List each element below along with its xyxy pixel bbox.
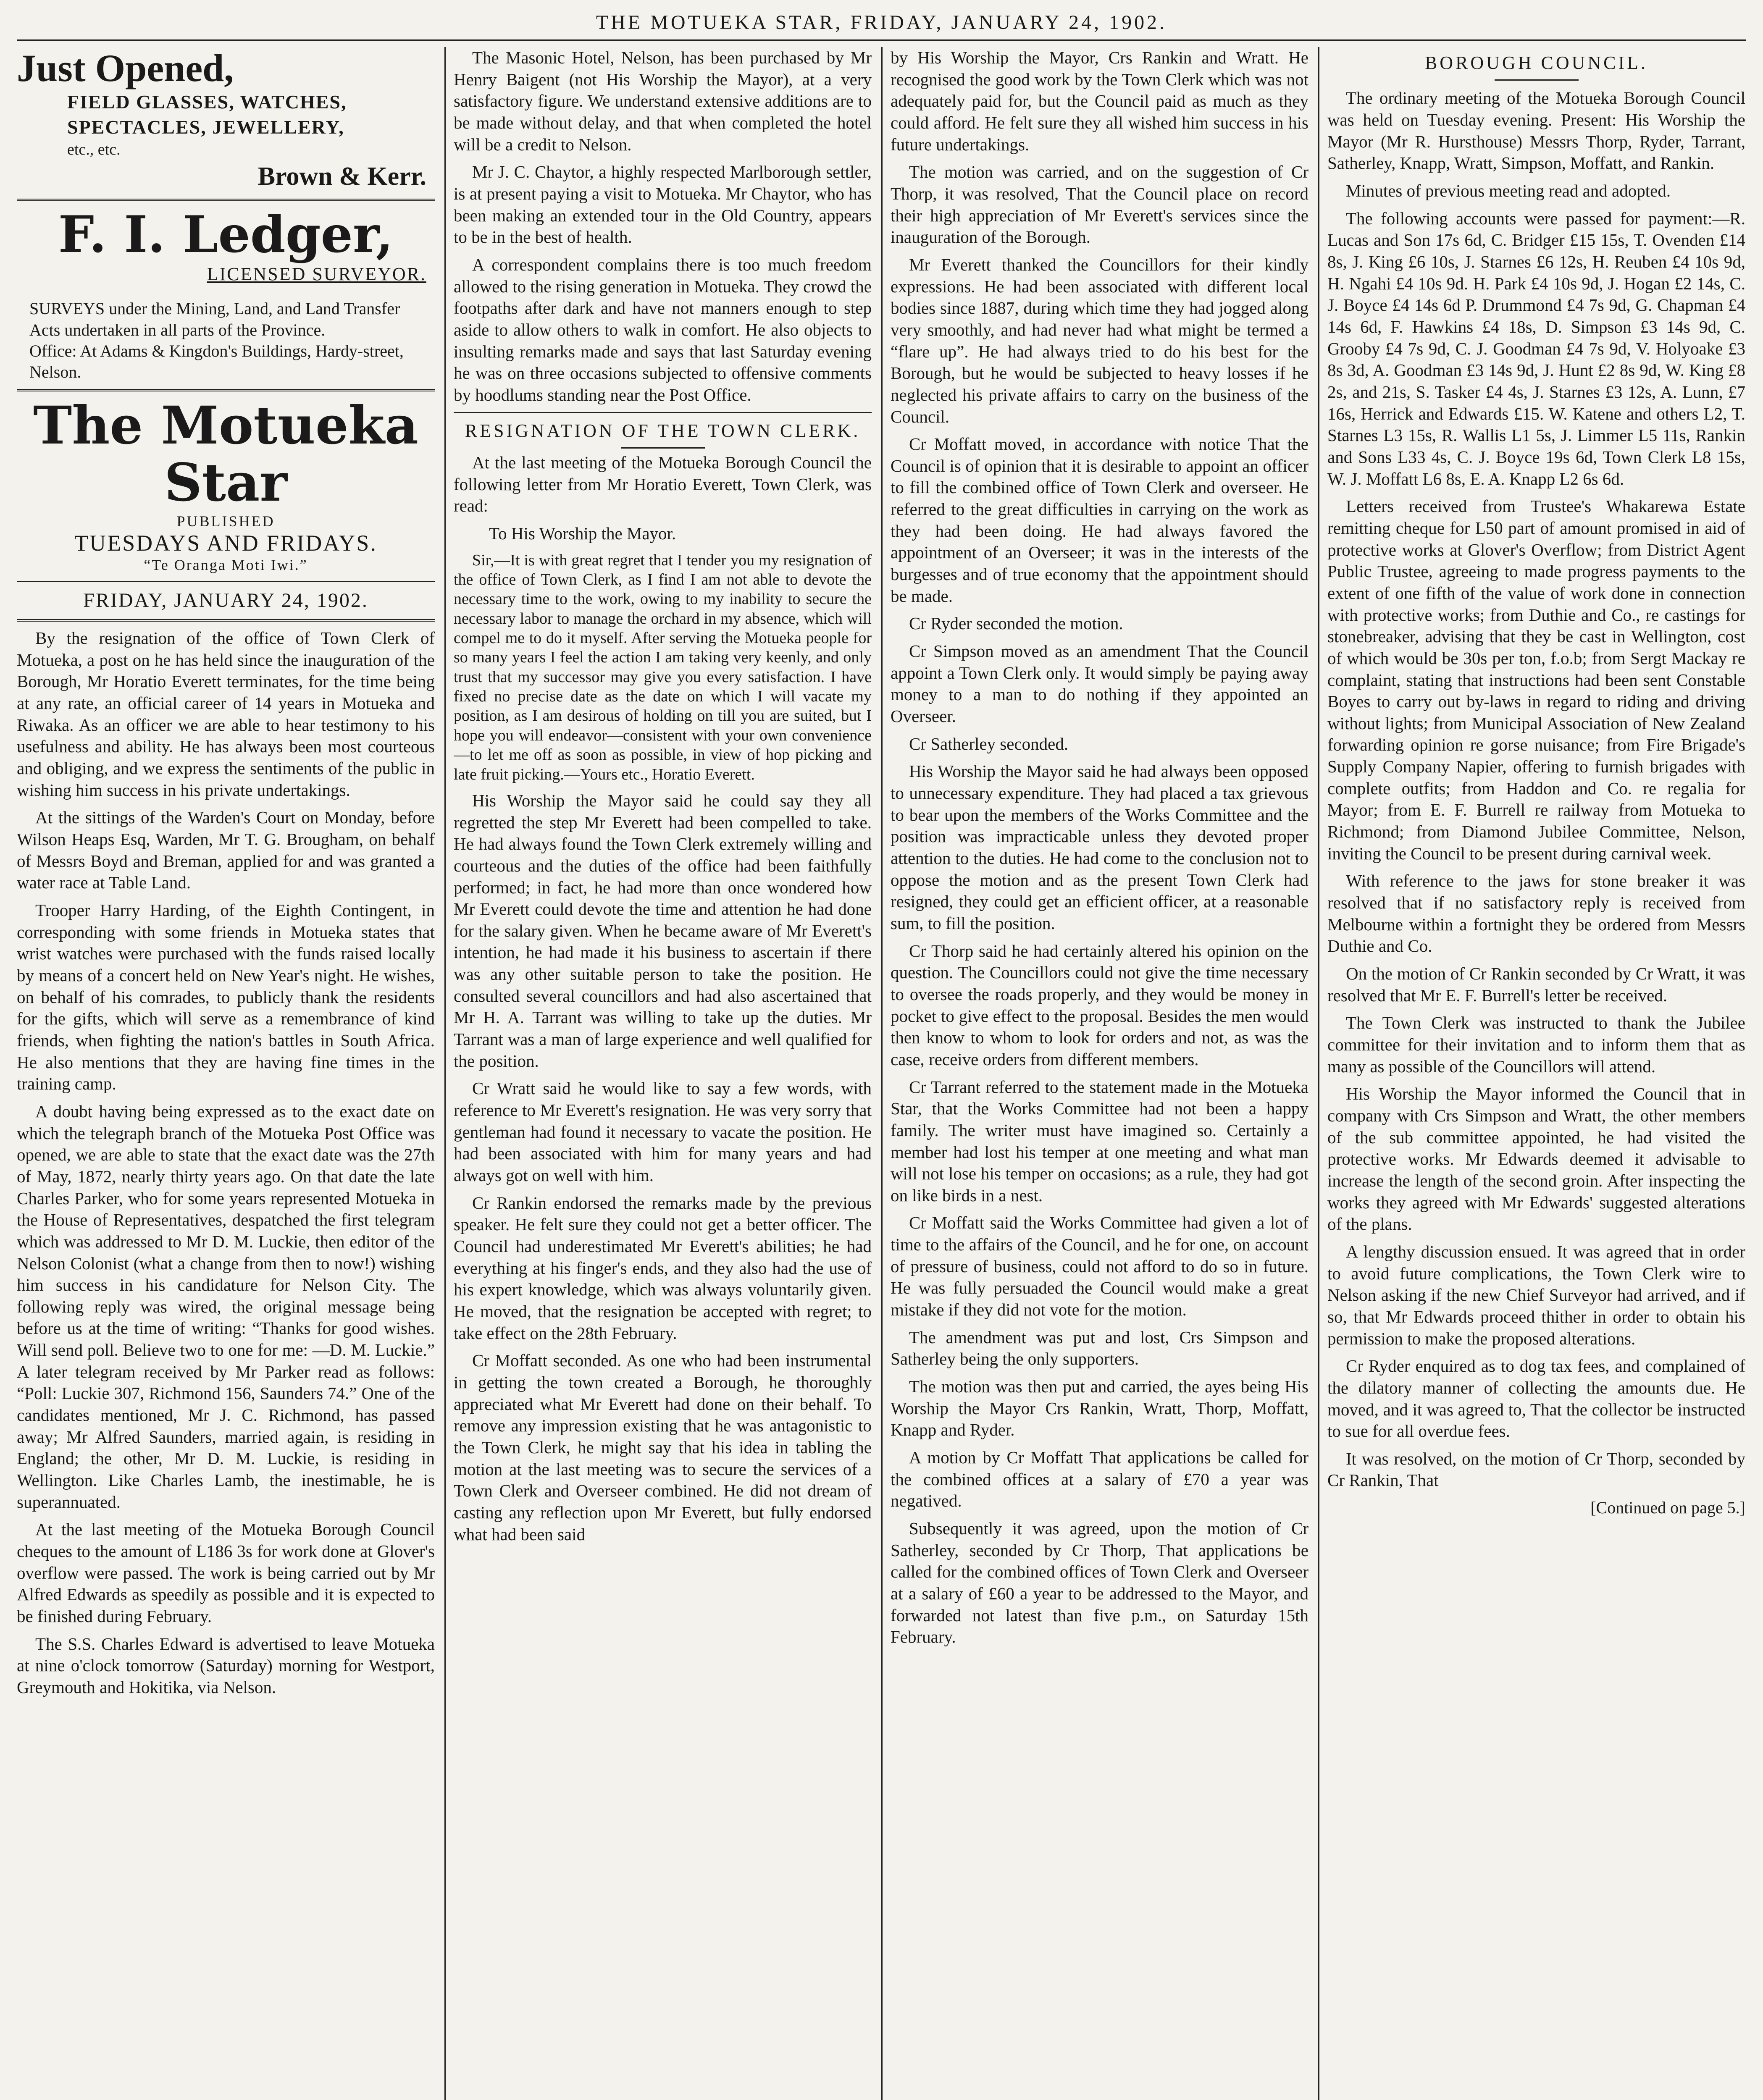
column-divider: [881, 47, 883, 2100]
article-paragraph: It was resolved, on the motion of Cr Thorp, seconded by Cr Rankin, That: [1327, 1449, 1745, 1490]
continued-note: [Continued on page 5.]: [1590, 1498, 1745, 1517]
divider: [1495, 79, 1579, 81]
surveyor-text: SURVEYS under the Mining, Land, and Land Transfer Acts undertaken in all parts of the Province.: [29, 299, 400, 339]
article-paragraph: At the last meeting of the Motueka Borough Council the following letter from Mr Horatio Everett, Town Clerk, was read:: [454, 452, 872, 516]
surveyor-name: F. I. Ledger,: [58, 205, 394, 264]
masthead-title: The Motueka Star: [33, 395, 419, 514]
masthead: [17, 397, 435, 622]
article-paragraph: Cr Moffatt said the Works Committee had given a lot of time to the affairs of the Council, and he for one, on account of pressure of business, could not afford to do so in future. He was fully persuaded the Council would make a great mistake if they did not vote for the motion.: [891, 1213, 1308, 1320]
article-paragraph: Trooper Harry Harding, of the Eighth Contingent, in corresponding with some friends in Motueka states that wrist watches were purchased with the funds raised locally by means of a concert held on New Year's night. He wishes, on behalf of his comrades, to publicly thank the residents for the gifts, which will serve as a remembrance of kind friends, when fighting the nation's battles in South Africa. He also mentions that they are having fine times in the training camp.: [17, 900, 435, 1094]
column-1: [17, 47, 435, 2100]
article-paragraph: Cr Satherley seconded.: [909, 734, 1069, 753]
letter-body: Sir,—It is with great regret that I tender you my resignation of the office of Town Clerk, as I find I am not able to devote the necessary time to the work, owing to my inability to secure the necessary labor to manage the orchard in my absence, which will compel me to do it myself. After serving the Motueka people for so many years I feel the action I am taking very keenly, and only trust that my successor may give you every satisfaction. I have fixed no precise date as the date on which I will vacate my position, as I am desirous of holding on till you are suited, but I hope you will endeavor—consistent with your own convenience—to let me off as soon as possible, in view of hop picking and late fruit picking.—Yours etc., Horatio Everett.: [454, 551, 872, 783]
surveyor-office: Office: At Adams & Kingdon's Buildings, Hardy-street, Nelson.: [29, 341, 404, 382]
column-4: [1327, 47, 1745, 2100]
article-paragraph: The S.S. Charles Edward is advertised to leave Motueka at nine o'clock tomorrow (Saturday) morning for Westport, Greymouth and Hokitika, via Nelson.: [17, 1634, 435, 1697]
column-divider: [444, 47, 446, 2100]
article-paragraph: The ordinary meeting of the Motueka Borough Council was held on Tuesday evening. Present: His Worship the Mayor (Mr R. Hursthouse) Messrs Thorp, Ryder, Tarrant, Satherley, Knapp, Wratt, Simpson, Moffatt, and Rankin.: [1327, 88, 1745, 173]
surveyor-title: LICENSED SURVEYOR.: [207, 263, 426, 284]
ad-just-opened: [17, 47, 435, 193]
divider: [17, 619, 435, 622]
article-paragraph: With reference to the jaws for stone breaker it was resolved that if no satisfactory reply is received from Melbourne within a fortnight they be ordered from Messrs Duthie and Co.: [1327, 871, 1745, 956]
article-paragraph: Minutes of previous meeting read and adopted.: [1346, 181, 1671, 201]
article-paragraph: Cr Moffatt seconded. As one who had been instrumental in getting the town created a Borough, he thoroughly appreciated what Mr Everett had done on their behalf. To remove any impression existing that he was antagonistic to the Town Clerk, he might say that his idea in tabling the motion at the last meeting was to secure the services of a Town Clerk and Overseer combined. He did not dream of casting any reflection upon Mr Everett, but fully endorsed what had been said: [454, 1351, 872, 1544]
article-paragraph: On the motion of Cr Rankin seconded by Cr Wratt, it was resolved that Mr E. F. Burrell's letter be received.: [1327, 964, 1745, 1005]
article-paragraph: Cr Rankin endorsed the remarks made by the previous speaker. He felt sure they could not get a better officer. The Council had underestimated Mr Everett's abilities; he had everything at his finger's ends, and they also had the use of his expert knowledge, which was always voluntarily given. He moved, that the resignation be accepted with regret; to take effect on the 28th February.: [454, 1193, 872, 1343]
article-paragraph: Subsequently it was agreed, upon the motion of Cr Satherley, seconded by Cr Thorp, That applications be called for the combined offices of Town Clerk and Overseer at a salary of £60 a year to be addressed to the Mayor, and forwarded not latest than five p.m., on Saturday 15th February.: [891, 1519, 1308, 1647]
article-paragraph: The amendment was put and lost, Crs Simpson and Satherley being the only supporters.: [891, 1327, 1308, 1369]
column-divider: [1318, 47, 1319, 2100]
divider: [17, 389, 435, 391]
ad-line: etc., etc.: [67, 140, 121, 158]
divider: [17, 199, 435, 201]
divider: [454, 412, 872, 413]
ad-ledger: [17, 207, 435, 383]
article-paragraph: A motion by Cr Moffatt That applications be called for the combined offices at a salary of £70 a year was negatived.: [891, 1448, 1308, 1511]
article-paragraph: Mr J. C. Chaytor, a highly respected Marlborough settler, is at present paying a visit to Motueka. Mr Chaytor, who has been making an extended tour in the Old Country, appears to be in the best of health.: [454, 162, 872, 247]
article-paragraph: His Worship the Mayor said he had always been opposed to unnecessary expenditure. They had placed a tax grievous to bear upon the members of the Works Committee and the position was impracticable unless they devoted proper attention to the duties. He had come to the conclusion not to oppose the motion and as the present Town Clerk had resigned, they could get an efficient officer, at a reasonable sum, to fill the position.: [891, 761, 1308, 933]
article-paragraph: A correspondent complains there is too much freedom allowed to the rising generation in Motueka. They crowd the footpaths after dark and have not manners enough to step aside to allow others to walk in comfort. He also objects to insulting remarks made and says that last Saturday evening he was on three occasions subjected to offensive comments by hoodlums standing near the Post Office.: [454, 255, 872, 404]
article-heading: BOROUGH COUNCIL.: [1424, 52, 1648, 73]
divider: [621, 447, 705, 449]
article-paragraph: The Town Clerk was instructed to thank the Jubilee committee for their invitation and to inform them that as many as possible of the Councillors will attend.: [1327, 1013, 1745, 1076]
article-paragraph: A doubt having being expressed as to the exact date on which the telegraph branch of the Motueka Post Office was opened, we are able to state that the exact date was the 27th of May, 1872, nearly thirty years ago. On that date the late Charles Parker, who for some years represented Motueka in the House of Representatives, despatched the first telegram which was addressed to Mr D. M. Luckie, then editor of the Nelson Colonist (what a change from then to now!) wishing him success in his candidature for Nelson City. The following reply was wired, the original message being before us at the time of writing: “Thanks for good wishes. Will send poll. Believe two to one for me: —D. M. Luckie.” A later telegram received by Mr Parker read as follows: “Poll: Luckie 307, Richmond 156, Saunders 74.” One of the candidates mentioned, Mr J. C. Richmond, has passed away; Mr Alfred Saunders, married again, is residing in England; the other, Mr D. M. Luckie, is residing in Wellington. Like Charles Lamb, the inestimable, he is superannuated.: [17, 1101, 435, 1512]
masthead-published: PUBLISHED: [176, 512, 275, 530]
article-paragraph: Cr Thorp said he had certainly altered his opinion on the question. The Councillors could not give the time necessary to oversee the roads properly, and they would be money in pocket to give effect to the proposal. Besides the men would then know to whom to look for orders and not, as was the case, receive orders from different members.: [891, 941, 1308, 1069]
masthead-days: TUESDAYS AND FRIDAYS.: [74, 530, 377, 556]
resignation-letter: [454, 551, 872, 784]
article-paragraph: His Worship the Mayor informed the Council that in company with Crs Simpson and Wratt, the other members of the sub committee appointed, he had visited the protective works. Mr Edwards deemed it advisable to increase the length of the second groin. After inspecting the works they agreed with Mr Edwards' suggested alterations of the plans.: [1327, 1084, 1745, 1234]
article-paragraph: The Masonic Hotel, Nelson, has been purchased by Mr Henry Baigent (not His Worship the Mayor), at a very satisfactory figure. We understand extensive additions are to be made without delay, and that when completed the hotel will be a credit to Nelson.: [454, 48, 872, 154]
letter-salutation: To His Worship the Mayor.: [489, 523, 676, 543]
article-heading: RESIGNATION OF THE TOWN CLERK.: [465, 420, 861, 441]
article-paragraph: by His Worship the Mayor, Crs Rankin and Wratt. He recognised the good work by the Town Clerk which was not adequately paid for, but the Council paid as much as they could afford. He felt sure they all wished him success in his future undertakings.: [891, 48, 1308, 154]
column-2: [454, 47, 872, 2100]
article-paragraph: The motion was carried, and on the suggestion of Cr Thorp, it was resolved, That the Council place on record their high appreciation of Mr Everett's services since the inauguration of the Borough.: [891, 162, 1308, 247]
article-paragraph: Cr Ryder seconded the motion.: [909, 614, 1123, 633]
ad-title: Just Opened,: [17, 47, 234, 89]
ad-firm: Brown & Kerr.: [257, 162, 426, 191]
article-paragraph: At the last meeting of the Motueka Borough Council cheques to the amount of L186 3s for work done at Glover's overflow were passed. The work is being carried out by Mr Alfred Edwards as speedily as possible and it is expected to be finished during February.: [17, 1520, 435, 1626]
article-paragraph: His Worship the Mayor said he could say they all regretted the step Mr Everett had been compelled to take. He had always found the Town Clerk extremely willing and courteous and the duties of the office had been faithfully performed; in fact, he had more than once wondered how Mr Everett could devote the time and attention he had done for the salary given. When he became aware of Mr Everett's intention, he had made it his business to ascertain if there was any other suitable person to take the position. He consulted several councillors and had also ascertained that Mr H. A. Tarrant was willing to take up the duties. Mr Tarrant was a man of large experience and well qualified for the position.: [454, 790, 872, 1071]
article-paragraph: The motion was then put and carried, the ayes being His Worship the Mayor Crs Rankin, Wratt, Thorp, Moffatt, Knapp and Ryder.: [891, 1377, 1308, 1440]
article-paragraph: At the sittings of the Warden's Court on Monday, before Wilson Heaps Esq, Warden, Mr T. G. Brougham, on behalf of Messrs Boyd and Breman, applied for and was granted a water race at Table Land.: [17, 808, 435, 892]
divider: [17, 581, 435, 582]
article-paragraph: Cr Moffatt moved, in accordance with notice That the Council is of opinion that it is desirable to appoint an officer to fill the combined office of Town Clerk and overseer. He referred to the great difficulties in carrying on the work as they had been doing. He had always favored the appointment of an Overseer; it was in the interests of the burgesses and of true economy that the appointment should be made.: [891, 434, 1308, 606]
ad-line: SPECTACLES, JEWELLERY,: [67, 116, 344, 138]
article-paragraph: Mr Everett thanked the Councillors for their kindly expressions. He had been associated with different local bodies since 1887, during which time they had jogged along very smoothly, and had never had what might be termed a “flare up”. He had always tried to do his best for the Borough, but he would be subjected to heavy losses if he neglected his private affairs to carry on the business of the Council.: [891, 255, 1308, 426]
running-head: THE MOTUEKA STAR, FRIDAY, JANUARY 24, 1902.: [596, 11, 1167, 34]
article-paragraph: A lengthy discussion ensued. It was agreed that in order to avoid future complications, the Town Clerk wire to Nelson asking if the new Chief Surveyor had arrived, and if so, that Mr Edwards proceed thither in order to obtain his permission to make the proposed alterations.: [1327, 1242, 1745, 1348]
article-paragraph: Cr Simpson moved as an amendment That the Council appoint a Town Clerk only. It would simply be paying away money to a man to do nothing if they appointed an Overseer.: [891, 641, 1308, 726]
article-paragraph: By the resignation of the office of Town Clerk of Motueka, a post on he has held since the inauguration of the Borough, Mr Horatio Everett terminates, for the time being at any rate, an official career of 14 years in Motueka and Riwaka. As an officer we are able to hear testimony to his usefulness and ability. He has always been most courteous and obliging, and we express the sentiments of the public in wishing him success in his private undertakings.: [17, 628, 435, 800]
article-paragraph: Letters received from Trustee's Whakarewa Estate remitting cheque for L50 part of amount promised in aid of protective works at Glover's Overflow; from District Agent Public Trustee, agreeing to made progress payments to the extent of one fifth of the value of work done in connection with protective works; from Duthie and Co., re castings for stonebreaker, advising that they be cast in Wellington, cost of which would be 30s per ton, f.o.b; from Sergt Mackay re complaint, stating that instructions had been sent Constable Boyes to carry out by-laws in regard to riding and driving without lights; from Municipal Association of New Zealand forwarding opinion re gorse nuisance; from Fire Brigade's Supply Company Napier, offering to furnish brigades with complete outfits; from Haddon and Co. re regalia for Mayor; from E. F. Burrell re railway from Motueka to Richmond; from Diamond Jubilee Committee, Nelson, inviting the Council to be present during carnival week.: [1327, 496, 1745, 863]
article-paragraph: Cr Tarrant referred to the statement made in the Motueka Star, that the Works Committee had not been a happy family. The writer must have imagined so. Certainly a member had lost his temper at one meeting and what man will not lose his temper on occasions; as a rule, they had got on like birds in a nest.: [891, 1077, 1308, 1205]
article-paragraph: The following accounts were passed for payment:—R. Lucas and Son 17s 6d, C. Bridger £15 15s, T. Ovenden £14 8s, J. King £6 10s, J. Starnes £6 12s, H. Reuben £4 10s 9d, H. Ngahi £4 10s 9d. H. Park £4 10s 9d, J. Hogan £2 14s, C. J. Boyce £4 14s 6d P. Drummond £4 7s 9d, G. Chapman £4 14s 6d, F. Hawkins £4 18s, D. Simpson £3 14s 9d, C. Grooby £4 7s 9d, C. J. Goodman £4 7s 9d, V. Holyoake £3 8s 3d, A. Goodman £3 14s 9d, J. Hunt £2 8s 9d, W. King £8 2s, and 21s, S. Tasker £4 4s, J. Starnes £3 12s, A. Lunn, £7 16s, Herrick and Edwards £15. W. Katene and others L2, T. Starnes L3 15s, R. Wallis L1 5s, J. Limmer L5 11s, Rankin and Sons L33 4s, C. J. Boyce 19s 6d, Town Clerk L8 15s, W. J. Moffatt L6 8s, E. A. Knapp L2 6s 6d.: [1327, 208, 1745, 488]
article-paragraph: Cr Wratt said he would like to say a few words, with reference to Mr Everett's resignation. He was very sorry that gentleman had found it necessary to vacate the position. He had been associated with him for many years and had always got on well with him.: [454, 1079, 872, 1185]
ad-line: FIELD GLASSES, WATCHES,: [67, 91, 347, 113]
header-rule: [17, 39, 1746, 41]
masthead-date: FRIDAY, JANUARY 24, 1902.: [83, 589, 368, 612]
column-3: [891, 47, 1308, 2100]
masthead-motto: “Te Oranga Moti Iwi.”: [144, 556, 308, 574]
article-paragraph: Cr Ryder enquired as to dog tax fees, and complained of the dilatory manner of collecting the amounts due. He moved, and it was agreed to, That the collector be instructed to sue for all overdue fees.: [1327, 1356, 1745, 1441]
